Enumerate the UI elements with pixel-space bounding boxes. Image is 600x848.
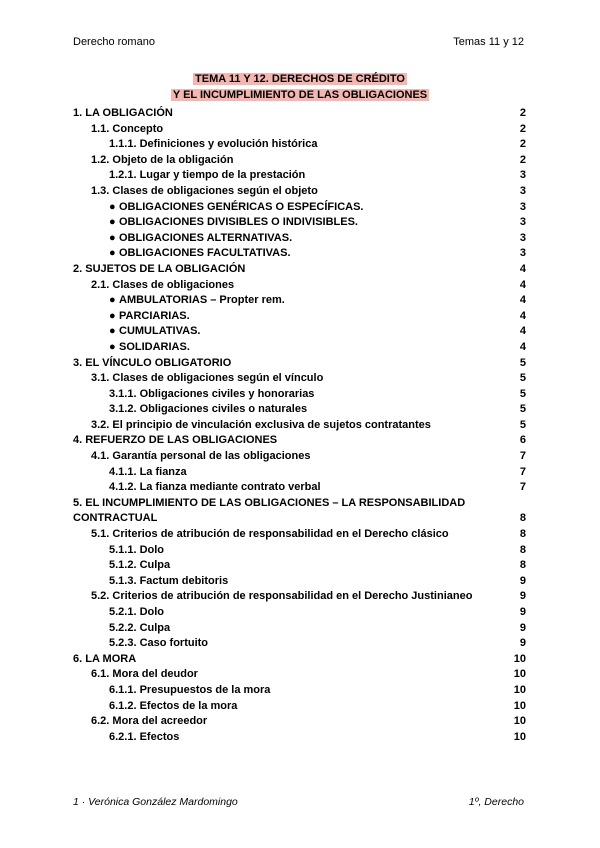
toc-entry-text: 6.2.1. Efectos: [109, 730, 180, 743]
toc-entry-page: 10: [513, 668, 526, 681]
toc-entry-page: 3: [519, 216, 526, 229]
toc-entry[interactable]: [73, 418, 526, 434]
toc-entry-text: 5.1.2. Culpa: [109, 559, 171, 572]
toc-entry[interactable]: [73, 558, 526, 574]
header-subject: Derecho romano: [73, 36, 155, 48]
toc-entry[interactable]: [73, 433, 526, 449]
toc-entry-text: 5.2.1. Dolo: [109, 606, 165, 618]
toc-entry-text: 1.3. Clases de obligaciones según el objeto: [91, 184, 318, 197]
toc-entry-page: 9: [519, 606, 526, 618]
title-line-2: Y EL INCUMPLIMIENTO DE LAS OBLIGACIONES: [172, 89, 428, 101]
toc-entry-text: 4.1. Garantía personal de las obligaciones: [91, 450, 311, 463]
bullet-icon: ●: [109, 247, 116, 260]
toc-entry[interactable]: [73, 200, 526, 216]
toc-entry-page: 2: [519, 153, 526, 166]
toc-entry-page: 9: [519, 621, 526, 634]
toc-entry-page: 5: [519, 356, 526, 369]
document-title: [0, 71, 600, 103]
toc-entry[interactable]: [73, 122, 526, 138]
toc-entry-text: SOLIDARIAS.: [119, 340, 190, 353]
toc-entry[interactable]: [73, 402, 526, 418]
toc-entry-page: 10: [513, 699, 526, 712]
bullet-icon: ●: [109, 325, 116, 338]
toc-entry-text: 4. REFUERZO DE LAS OBLIGACIONES: [73, 434, 278, 447]
toc-entry[interactable]: [73, 168, 526, 184]
toc-entry-text: OBLIGACIONES DIVISIBLES O INDIVISIBLES.: [119, 216, 358, 229]
toc-entry[interactable]: [73, 574, 526, 590]
toc-entry-text: AMBULATORIAS – Propter rem.: [119, 294, 285, 307]
toc-entry-page: 7: [519, 465, 526, 478]
toc-entry-page: 8: [519, 543, 526, 556]
toc-entry-page: 4: [519, 278, 526, 291]
toc-entry-text: 6. LA MORA: [73, 652, 137, 665]
toc-entry-text: 5. EL INCUMPLIMIENTO DE LAS OBLIGACIONES – LA RESPONSABILIDAD CONTRACTUAL: [73, 496, 466, 525]
toc-entry-page: 4: [519, 340, 526, 353]
toc-entry-text: 3.1.2. Obligaciones civiles o naturales: [109, 403, 308, 416]
toc-entry[interactable]: [73, 340, 526, 356]
toc-entry-text: 3.1. Clases de obligaciones según el vínculo: [91, 372, 324, 385]
toc-entry-text: 6.1.1. Presupuestos de la mora: [109, 683, 271, 696]
toc-entry[interactable]: [73, 106, 526, 122]
toc-entry-page: 7: [519, 481, 526, 494]
toc-entry-text: PARCIARIAS.: [119, 309, 190, 322]
toc-entry[interactable]: [73, 496, 526, 527]
toc-entry-page: 8: [519, 528, 526, 541]
toc-entry-text: 5.2. Criterios de atribución de responsabilidad en el Derecho Justinianeo: [91, 590, 473, 603]
toc-entry[interactable]: [73, 683, 526, 699]
bullet-icon: ●: [109, 216, 116, 229]
toc-entry-text: 6.1.2. Efectos de la mora: [109, 699, 238, 712]
toc-entry-text: 5.1. Criterios de atribución de responsabilidad en el Derecho clásico: [91, 528, 449, 541]
title-line-1: TEMA 11 Y 12. DERECHOS DE CRÉDITO: [195, 73, 405, 85]
toc-entry[interactable]: [73, 636, 526, 652]
toc-entry[interactable]: [73, 231, 526, 247]
toc-entry-text: 2. SUJETOS DE LA OBLIGACIÓN: [73, 262, 246, 275]
toc-entry-page: 2: [519, 107, 526, 119]
toc-entry-text: 1.1. Concepto: [91, 122, 164, 135]
toc-entry-page: 6: [519, 434, 526, 447]
bullet-icon: ●: [109, 340, 116, 353]
toc-entry[interactable]: [73, 621, 526, 637]
toc-entry-page: 10: [513, 730, 526, 743]
toc-entry-page: 4: [519, 325, 526, 338]
toc-entry[interactable]: [73, 153, 526, 169]
footer-author: 1 · Verónica González Mardomingo: [73, 796, 238, 808]
toc-entry-page: 5: [519, 418, 526, 431]
toc-entry-text: 3.2. El principio de vinculación exclusiva de sujetos contratantes: [91, 418, 431, 431]
toc-entry-page: 4: [519, 262, 526, 275]
toc-entry-text: 6.2. Mora del acreedor: [91, 715, 208, 728]
toc-entry-page: 4: [519, 294, 526, 307]
toc-entry-text: 3. EL VÍNCULO OBLIGATORIO: [73, 356, 232, 369]
toc-entry-page: 3: [519, 231, 526, 244]
toc-entry-text: OBLIGACIONES GENÉRICAS O ESPECÍFICAS.: [119, 200, 364, 213]
toc-entry[interactable]: [73, 527, 526, 543]
toc-entry-text: OBLIGACIONES FACULTATIVAS.: [119, 247, 291, 260]
toc-entry-text: 1.1.1. Definiciones y evolución histórica: [109, 138, 318, 151]
toc-entry[interactable]: [73, 356, 526, 372]
toc-entry[interactable]: [73, 371, 526, 387]
bullet-icon: ●: [109, 231, 116, 244]
toc-entry-page: 3: [519, 184, 526, 197]
toc-entry-page: 5: [519, 372, 526, 385]
toc-entry-text: 5.1.3. Factum debitoris: [109, 574, 229, 587]
toc-entry[interactable]: [73, 449, 526, 465]
toc-entry-text: 6.1. Mora del deudor: [91, 668, 198, 681]
footer-course: 1º, Derecho: [468, 796, 524, 808]
toc-entry-page: 8: [519, 559, 526, 572]
toc-entry-page: 9: [519, 637, 526, 650]
toc-entry-page: 8: [519, 512, 526, 525]
toc-entry-page: 7: [519, 450, 526, 463]
toc-entry[interactable]: [73, 465, 526, 481]
bullet-icon: ●: [109, 200, 116, 213]
toc-entry-page: 3: [519, 247, 526, 260]
toc-entry[interactable]: [73, 480, 526, 496]
toc-entry[interactable]: [73, 309, 526, 325]
toc-entry[interactable]: [73, 137, 526, 153]
toc-entry[interactable]: [73, 278, 526, 294]
toc-entry[interactable]: [73, 714, 526, 730]
toc-entry-page: 5: [519, 387, 526, 400]
toc-entry[interactable]: [73, 605, 526, 621]
toc-entry-text: 4.1.2. La fianza mediante contrato verbal: [109, 481, 321, 494]
toc-entry-text: 1.2.1. Lugar y tiempo de la prestación: [109, 169, 306, 182]
toc-entry-page: 10: [513, 715, 526, 728]
toc-entry-page: 10: [513, 652, 526, 665]
toc-entry-text: 1. LA OBLIGACIÓN: [73, 107, 173, 119]
toc-entry[interactable]: [73, 730, 526, 746]
bullet-icon: ●: [109, 309, 116, 322]
toc-entry[interactable]: [73, 246, 526, 262]
toc-entry-text: 5.2.2. Culpa: [109, 621, 171, 634]
toc-entry[interactable]: [73, 262, 526, 278]
header-topics: Temas 11 y 12: [453, 36, 524, 48]
toc-entry[interactable]: [73, 589, 526, 605]
toc-entry-page: 10: [513, 683, 526, 696]
toc-entry[interactable]: [73, 652, 526, 668]
toc-entry-text: 4.1.1. La fianza: [109, 465, 187, 478]
toc-entry[interactable]: [73, 667, 526, 683]
toc-entry-page: 9: [519, 590, 526, 603]
toc-entry-page: 3: [519, 169, 526, 182]
table-of-contents: [73, 106, 526, 745]
toc-entry[interactable]: [73, 293, 526, 309]
toc-entry-page: 4: [519, 309, 526, 322]
toc-entry-text: 5.1.1. Dolo: [109, 543, 165, 556]
toc-entry-page: 2: [519, 122, 526, 135]
toc-entry-text: OBLIGACIONES ALTERNATIVAS.: [119, 231, 293, 244]
toc-entry-page: 5: [519, 403, 526, 416]
toc-entry[interactable]: [73, 184, 526, 200]
bullet-icon: ●: [109, 294, 116, 307]
toc-entry-text: 5.2.3. Caso fortuito: [109, 637, 209, 650]
toc-entry[interactable]: [73, 387, 526, 403]
toc-entry[interactable]: [73, 215, 526, 231]
toc-entry-text: 3.1.1. Obligaciones civiles y honorarias: [109, 387, 315, 400]
toc-entry-text: 1.2. Objeto de la obligación: [91, 153, 234, 166]
toc-entry[interactable]: [73, 324, 526, 340]
toc-entry-page: 2: [519, 138, 526, 151]
toc-entry-page: 3: [519, 200, 526, 213]
toc-entry[interactable]: [73, 543, 526, 559]
toc-entry[interactable]: [73, 699, 526, 715]
toc-entry-page: 9: [519, 574, 526, 587]
toc-entry-text: CUMULATIVAS.: [119, 325, 201, 338]
toc-entry-text: 2.1. Clases de obligaciones: [91, 278, 235, 291]
